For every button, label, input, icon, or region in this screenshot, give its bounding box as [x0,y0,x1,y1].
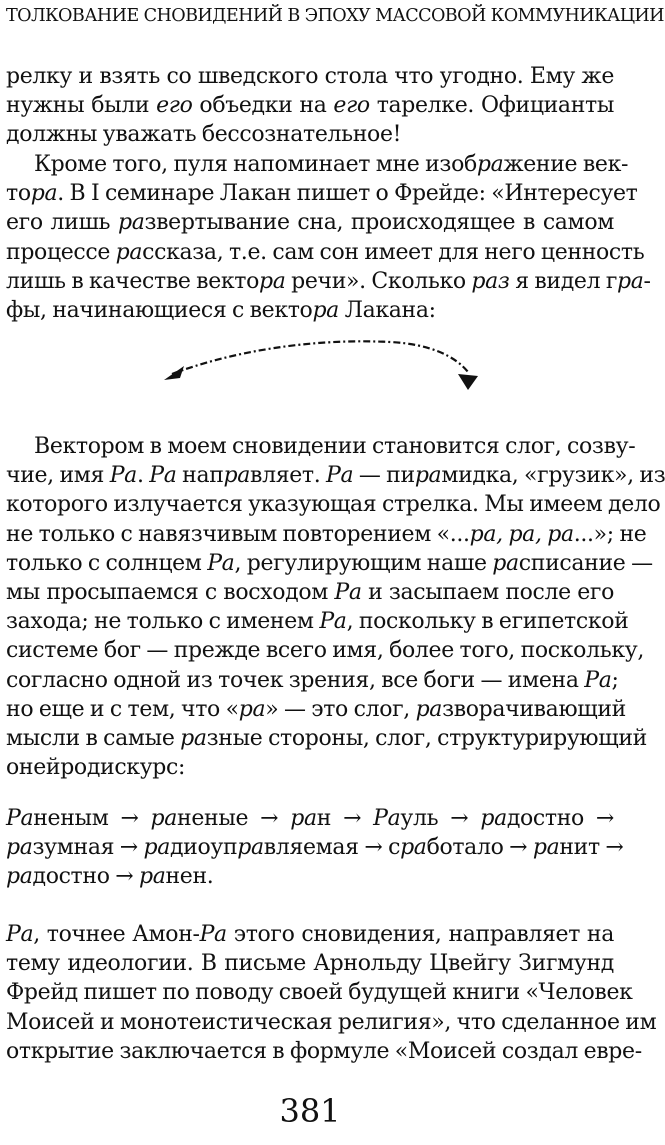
lacan-vector-arrow [150,330,490,400]
text-line: процессе рассказа, т.е. сам сон имеет для него ценность [6,239,645,265]
text-line: мысли в самые разные стороны, слог, структурирующий [6,725,647,751]
text-line: фы, начинающиеся с вектора Лакана: [6,297,436,323]
text-line: Кроме того, пуля напоминает мне изображение век- [34,152,629,177]
text-line: тора. В I семинаре Лакан пишет о Фрейде: «Интересует [6,181,638,207]
paragraph-4 [6,804,624,892]
paragraph-1 [6,62,614,150]
text-line: мы просыпаемся с восходом Ра и засыпаем после его [6,579,614,605]
text-line: радостно → ранен. [6,864,214,890]
running-header: ТОЛКОВАНИЕ СНОВИДЕНИЙ В ЭПОХУ МАССОВОЙ КОММУНИКАЦИИ [6,6,664,26]
paragraph-5 [6,920,657,1066]
paragraph-2 [6,150,651,325]
text-line: захода; не только с именем Ра, поскольку в египетской [6,609,629,635]
text-line: системе бог — прежде всего имя, более того, поскольку, [6,638,644,664]
text-line: онейродискурс: [6,755,186,781]
text-line: только с солнцем Ра, регулирующим наше расписание — [6,550,653,576]
text-line: лишь в качестве вектора речи». Сколько раз я видел гра- [6,268,651,294]
text-line: Фрейд пишет по поводу своей будущей книги «Человек [6,980,633,1006]
vector-curve [172,341,468,374]
arrowhead-left [164,366,184,380]
text-line: но еще и с тем, что «ра» — это слог, разворачивающий [6,696,626,722]
text-line: открытие заключается в формуле «Моисей создал евре- [6,1038,642,1064]
text-line: тему идеологии. В письме Арнольду Цвейгу Зигмунд [6,951,614,977]
text-line: его лишь развертывание сна, происходящее в самом [6,210,614,236]
text-line: должны уважать бессознательное! [6,122,402,148]
page-number: 381 [279,1092,341,1130]
text-line: разумная → радиоуправляемая → сработало → ранит → [6,835,624,861]
text-line: релку и взять со шведского стола что угодно. Ему же [6,64,614,89]
text-line: Раненым → раненые → ран → Рауль → радостно → [6,806,615,831]
text-line: Вектором в моем сновидении становится слог, созву- [34,434,636,459]
text-line: которого излучается указующая стрелка. Мы имеем дело [6,492,661,518]
text-line: Моисей и монотеистическая религия», что сделанное им [6,1009,657,1035]
text-line: нужны были его объедки на его тарелке. Официанты [6,93,614,119]
text-line: согласно одной из точек зрения, все боги — имена Ра; [6,667,619,693]
text-line: Ра, точнее Амон-Ра этого сновидения, направляет на [6,922,614,947]
paragraph-3 [6,432,665,782]
text-line: чие, имя Ра. Ра направляет. Ра — пирамидка, «грузик», из [6,463,665,489]
text-line: не только с навязчивым повторением «...ра, ра, ра...»; не [6,521,647,547]
arrowhead-right [458,374,478,390]
